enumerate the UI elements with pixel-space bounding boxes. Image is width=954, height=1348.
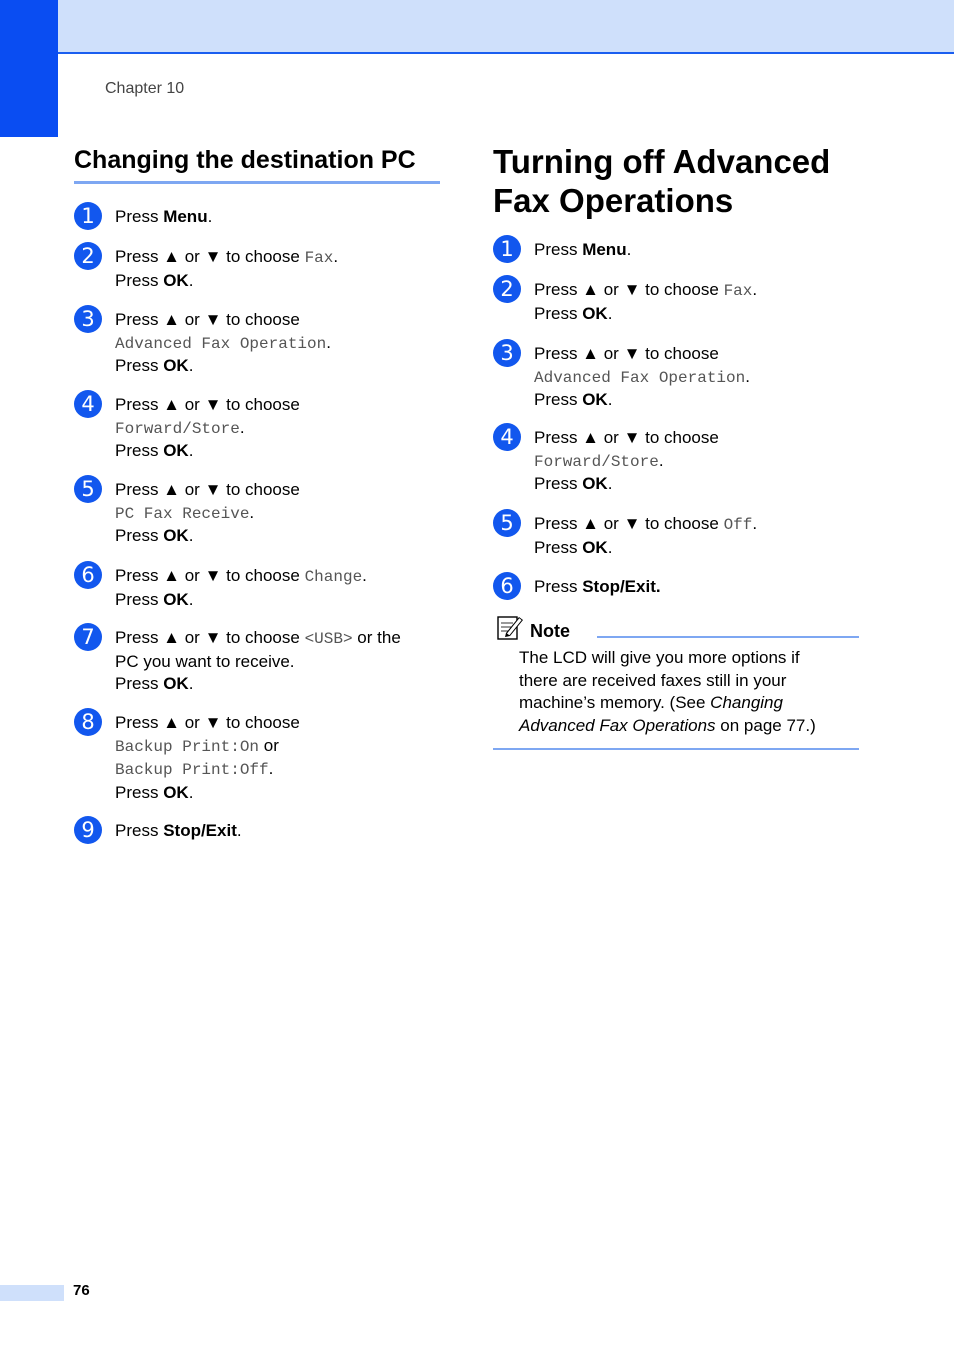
text-segment: Press (115, 356, 164, 376)
text-segment: Press (115, 589, 164, 609)
text-line (519, 715, 859, 738)
text-line (115, 355, 331, 378)
left-section-title: Changing the destination PC (74, 145, 440, 184)
text-segment: or the (352, 628, 401, 647)
step-number-badge: 1 (493, 235, 521, 263)
text-segment: . (249, 502, 255, 522)
text-line (115, 651, 401, 674)
text-segment: . (658, 450, 664, 470)
title-line-1: Turning off Advanced (493, 143, 831, 180)
lcd-text: Backup Print:On (115, 737, 260, 756)
step-text (115, 565, 367, 611)
text-line (534, 343, 750, 366)
text-line (534, 239, 631, 262)
text-segment: Press (534, 240, 583, 259)
key-name: Menu (163, 207, 208, 226)
text-line (115, 525, 300, 548)
text-line (115, 270, 338, 293)
left-step-6 (74, 565, 367, 611)
text-segment: . (607, 474, 613, 494)
note-text (519, 647, 859, 737)
right-step-3 (493, 343, 750, 412)
text-line (115, 589, 367, 612)
text-segment: . (326, 332, 331, 352)
step-text (115, 206, 212, 230)
step-text (115, 394, 300, 463)
text-segment: . (752, 514, 758, 533)
text-line (115, 502, 300, 526)
text-line (115, 246, 338, 270)
step-number-badge: 7 (74, 623, 102, 651)
step-number-badge: 3 (493, 339, 521, 367)
text-segment: . (333, 247, 339, 266)
text-segment: Press ▲ or ▼ to choose (534, 428, 719, 447)
text-line (115, 673, 401, 696)
step-text (534, 576, 661, 600)
text-segment: or (259, 735, 279, 755)
text-segment: Advanced Fax Operations (519, 715, 716, 735)
step-number-badge: 3 (74, 305, 102, 333)
note-title: Note (530, 621, 570, 641)
text-line (534, 279, 757, 303)
text-line (534, 513, 757, 537)
key-name: OK (582, 390, 608, 410)
step-number-badge: 4 (493, 423, 521, 451)
text-segment: . (188, 441, 194, 461)
lcd-text: <USB> (304, 630, 353, 648)
text-line (115, 206, 212, 229)
step-number-badge: 8 (74, 708, 102, 736)
left-step-4 (74, 394, 300, 463)
text-segment: Press ▲ or ▼ to choose (115, 310, 300, 329)
step-text (534, 427, 719, 496)
key-name: OK (582, 474, 608, 494)
lcd-text: Fax (304, 249, 334, 267)
key-name: OK (163, 589, 189, 609)
text-segment: . (188, 526, 194, 546)
step-number-badge: 2 (493, 275, 521, 303)
step-text (534, 513, 757, 559)
left-step-7 (74, 627, 401, 696)
text-segment: Press (115, 821, 164, 840)
key-name: OK (163, 356, 189, 376)
step-text (534, 279, 757, 325)
step-number-badge: 5 (74, 475, 102, 503)
lcd-text: Advanced Fax Operation (115, 334, 327, 353)
text-segment: . (745, 366, 750, 386)
text-segment: Press (534, 303, 583, 323)
text-line (534, 303, 757, 326)
left-step-1 (74, 206, 212, 230)
text-segment: Press ▲ or ▼ to choose (115, 713, 300, 732)
text-segment: . (607, 303, 613, 323)
left-step-8 (74, 712, 300, 804)
text-line (115, 479, 300, 502)
key-name: OK (163, 782, 189, 802)
text-segment: Press ▲ or ▼ to choose (115, 628, 305, 647)
text-line (534, 473, 719, 496)
step-number-badge: 9 (74, 816, 102, 844)
step-text (115, 627, 401, 696)
right-step-1 (493, 239, 631, 263)
left-step-3 (74, 309, 331, 378)
text-line (534, 389, 750, 412)
lcd-text: PC Fax Receive (115, 504, 250, 523)
text-line (115, 394, 300, 417)
key-name: Stop/Exit (163, 821, 237, 840)
text-segment: . (207, 207, 213, 226)
text-segment: Press ▲ or ▼ to choose (115, 247, 305, 266)
text-segment: Press ▲ or ▼ to choose (115, 395, 300, 414)
text-segment: Press (534, 474, 583, 494)
step-number-badge: 5 (493, 509, 521, 537)
lcd-text: Off (723, 516, 753, 534)
key-name: Menu (582, 240, 627, 259)
lcd-text: Forward/Store (115, 419, 240, 438)
step-text (534, 239, 631, 263)
chapter-label: Chapter 10 (105, 80, 185, 97)
text-line (534, 366, 750, 390)
text-line (115, 565, 367, 589)
text-segment: . (362, 566, 367, 585)
step-number-badge: 1 (74, 202, 102, 230)
header-band (0, 0, 954, 54)
text-segment: . (268, 759, 274, 779)
text-segment: . (239, 417, 245, 437)
text-segment: Press (534, 390, 583, 410)
text-segment: Press (115, 674, 164, 694)
text-segment: . (188, 782, 194, 802)
text-line (534, 537, 757, 560)
text-segment: Press (534, 577, 583, 596)
text-line (534, 576, 661, 599)
title-line-2: Fax Operations (493, 181, 734, 219)
text-line (115, 820, 242, 843)
text-line (115, 758, 300, 782)
lcd-text: Forward/Store (534, 452, 659, 471)
text-line (115, 627, 401, 651)
text-segment: . (188, 674, 194, 694)
note-divider (597, 636, 859, 638)
text-segment: Press (115, 207, 164, 226)
text-line (534, 450, 719, 474)
key-name: OK (582, 537, 608, 557)
note-pencil-icon (496, 613, 524, 641)
text-segment: Press ▲ or ▼ to choose (534, 514, 724, 533)
lcd-text: Backup Print:Off (115, 761, 269, 780)
text-line (519, 670, 859, 693)
lcd-text: Advanced Fax Operation (534, 368, 746, 387)
right-step-4 (493, 427, 719, 496)
left-step-2 (74, 246, 338, 292)
text-segment: Press ▲ or ▼ to choose (115, 566, 305, 585)
right-step-6 (493, 576, 661, 600)
text-segment: Press (534, 537, 583, 557)
text-line (115, 417, 300, 441)
note-box (493, 613, 859, 750)
text-segment: The LCD will give you more options if (519, 648, 800, 667)
text-segment: Press ▲ or ▼ to choose (115, 480, 300, 499)
text-segment: Press (115, 270, 164, 290)
text-segment: . (188, 356, 194, 376)
text-line (519, 647, 859, 670)
text-segment: on page 77.) (715, 715, 816, 735)
text-line (115, 440, 300, 463)
chapter-tab (0, 0, 58, 137)
step-text (115, 309, 331, 378)
text-line (115, 332, 331, 356)
text-segment: . (607, 390, 613, 410)
text-segment: Changing (710, 693, 783, 713)
text-segment: there are received faxes still in your (519, 670, 787, 690)
step-number-badge: 4 (74, 390, 102, 418)
text-segment: . (607, 537, 613, 557)
text-segment: machine’s memory. (See (519, 693, 711, 713)
step-number-badge: 6 (493, 572, 521, 600)
key-name: OK (163, 441, 189, 461)
key-name: OK (582, 303, 608, 323)
step-text (115, 479, 300, 548)
text-line (534, 427, 719, 450)
right-step-2 (493, 279, 757, 325)
text-segment: Press ▲ or ▼ to choose (534, 344, 719, 363)
text-line (115, 782, 300, 805)
text-line (115, 712, 300, 735)
step-number-badge: 6 (74, 561, 102, 589)
right-step-5 (493, 513, 757, 559)
text-segment: . (236, 821, 242, 840)
left-step-5 (74, 479, 300, 548)
key-name: OK (163, 674, 189, 694)
step-number-badge: 2 (74, 242, 102, 270)
text-segment: . (188, 270, 194, 290)
left-step-9 (74, 820, 242, 844)
text-line (519, 692, 859, 715)
text-segment: Press (115, 526, 164, 546)
text-line (115, 309, 331, 332)
text-segment: . (752, 280, 758, 299)
text-segment: Press (115, 441, 164, 461)
text-segment: Press ▲ or ▼ to choose (534, 280, 724, 299)
lcd-text: Fax (723, 282, 753, 300)
step-text (534, 343, 750, 412)
step-text (115, 246, 338, 292)
footer-band (0, 1285, 64, 1301)
key-name: Stop/Exit. (582, 577, 661, 596)
right-section-title (493, 143, 873, 220)
key-name: OK (163, 270, 189, 290)
key-name: OK (163, 526, 189, 546)
page-number: 76 (73, 1282, 90, 1299)
lcd-text: Change (304, 568, 363, 586)
step-text (115, 712, 300, 804)
text-segment: Press (115, 782, 164, 802)
step-text (115, 820, 242, 844)
text-line (115, 735, 300, 759)
text-segment: . (188, 589, 194, 609)
text-segment: PC you want to receive. (115, 651, 295, 671)
text-segment: . (626, 240, 632, 259)
